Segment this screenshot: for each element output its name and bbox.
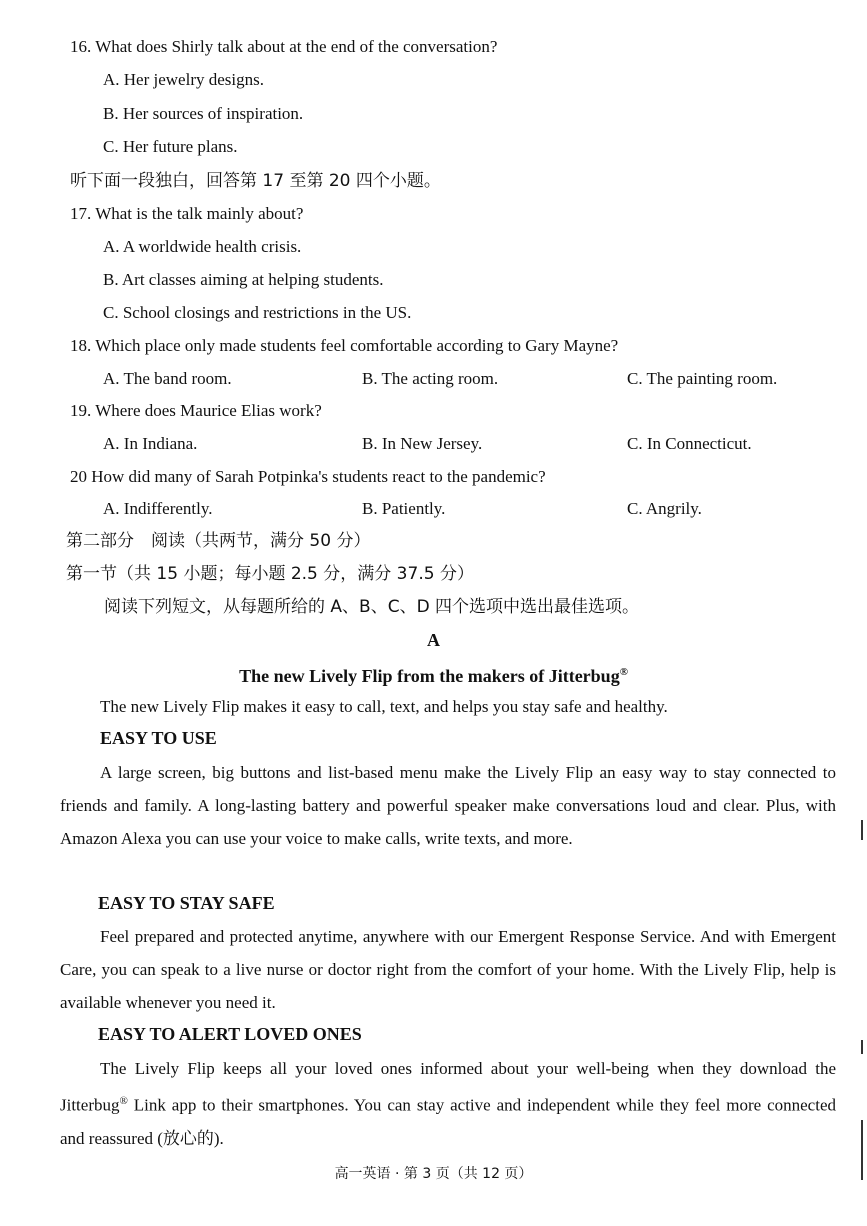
question-19-option-c: C. In Connecticut. (627, 434, 752, 453)
page-footer: 高一英语 · 第 3 页（共 12 页） (334, 1166, 533, 1182)
question-16-option-a: A. Her jewelry designs. (103, 70, 264, 89)
question-16-stem: 16. What does Shirly talk about at the end of the conversation? (70, 37, 498, 56)
question-18-stem: 18. Which place only made students feel comfortable according to Gary Mayne? (70, 336, 619, 355)
heading-easy-to-stay-safe: EASY TO STAY SAFE (98, 893, 275, 913)
question-16-option-c: C. Her future plans. (103, 137, 238, 156)
question-18-option-a: A. The band room. (103, 369, 232, 388)
question-20-option-a: A. Indifferently. (103, 499, 213, 518)
question-19-stem: 19. Where does Maurice Elias work? (70, 401, 322, 420)
question-17-stem: 17. What is the talk mainly about? (70, 204, 304, 223)
question-17-option-c: C. School closings and restrictions in the US. (103, 303, 412, 322)
passage-label: A (427, 630, 440, 650)
passage-intro: The new Lively Flip makes it easy to call, text, and helps you stay safe and healthy. (100, 697, 668, 716)
heading-easy-to-use: EASY TO USE (100, 728, 217, 748)
paragraph-easy-to-alert (60, 1052, 836, 1155)
question-20-stem: 20 How did many of Sarah Potpinka's students react to the pandemic? (70, 467, 546, 486)
paragraph-easy-to-stay-safe: Feel prepared and protected anytime, anywhere with our Emergent Response Service. And with Emergent Care, you can speak to a live nurse or doctor right from the comfort of your home. With the Lively Flip, help is available whenever you need it. (60, 927, 836, 1012)
heading-easy-to-alert: EASY TO ALERT LOVED ONES (98, 1024, 362, 1044)
question-16-option-b: B. Her sources of inspiration. (103, 104, 304, 123)
question-19-option-b: B. In New Jersey. (362, 434, 483, 453)
question-17-option-b: B. Art classes aiming at helping students. (103, 270, 384, 289)
question-19-option-a: A. In Indiana. (103, 434, 198, 453)
registered-mark-inline: ® (119, 1095, 128, 1107)
scan-edge-mark (861, 1120, 863, 1180)
paragraph-easy-to-use: A large screen, big buttons and list-based menu make the Lively Flip an easy way to stay connected to friends and family. A long-lasting battery and powerful speaker make conversations loud and clear. Plus, with Amazon Alexa you can use your voice to make calls, write texts, and more. (60, 763, 836, 848)
question-17-option-a: A. A worldwide health crisis. (103, 237, 302, 256)
question-18-option-c: C. The painting room. (627, 369, 778, 388)
registered-mark: ® (619, 666, 628, 678)
scan-edge-mark (861, 1040, 863, 1054)
question-20-option-c: C. Angrily. (627, 499, 702, 518)
section-one-heading: 第一节（共 15 小题；每小题 2.5 分，满分 37.5 分） (66, 564, 474, 584)
question-18-option-b: B. The acting room. (362, 369, 499, 388)
reading-instruction: 阅读下列短文，从每题所给的 A、B、C、D 四个选项中选出最佳选项。 (104, 597, 640, 617)
passage-title-text: The new Lively Flip from the makers of Jitterbug (239, 666, 620, 686)
question-20-option-b: B. Patiently. (362, 499, 446, 518)
listening-instruction: 听下面一段独白，回答第 17 至第 20 四个小题。 (70, 171, 441, 191)
scan-edge-mark (861, 820, 863, 840)
part-two-heading: 第二部分 阅读（共两节，满分 50 分） (66, 531, 371, 551)
passage-title (0, 662, 867, 686)
paragraph-alert-part1: The Lively Flip keeps all your loved ones informed about your well-being when they download the Jitterbug (60, 1059, 836, 1115)
paragraph-alert-part2: Link app to their smartphones. You can stay active and independent while they feel more connected and reassured (放心的). (60, 1095, 836, 1148)
